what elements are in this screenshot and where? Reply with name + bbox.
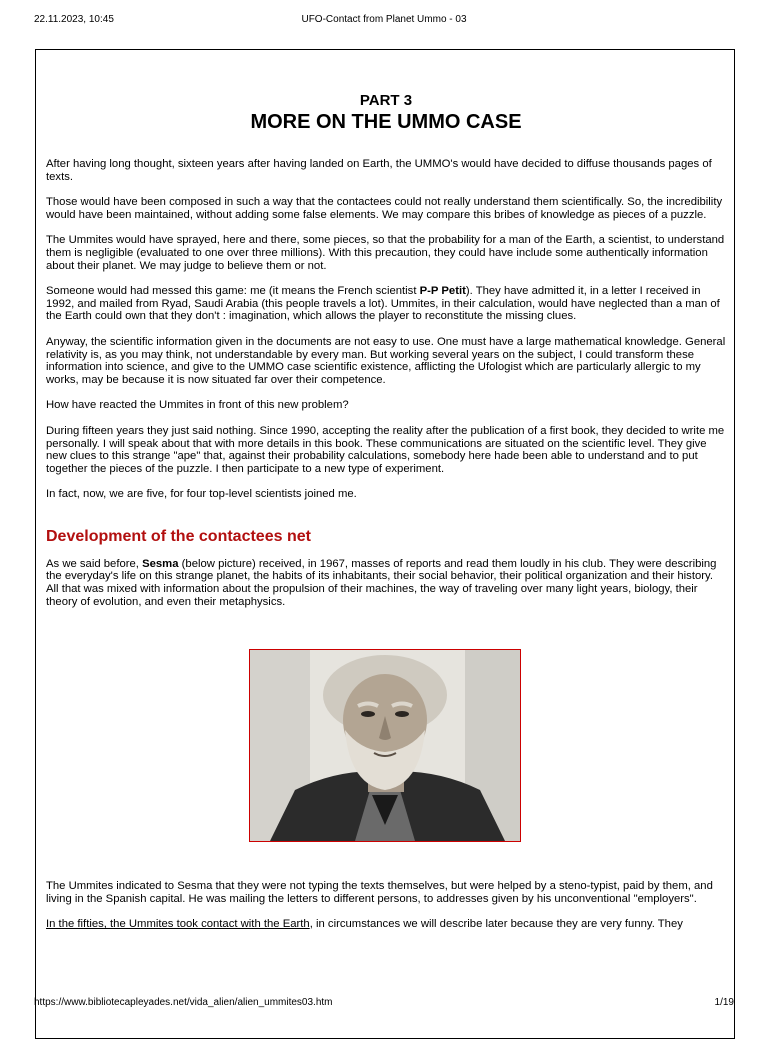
paragraph-2: Those would have been composed in such a way that the contactees could not really understand them scientifically. So, the incredibility would have been maintained, without adding some false elements. We may compare this bribes of knowledge as pieces of a puzzle. [46,196,723,221]
paragraph-6: How have reacted the Ummites in front of this new problem? [46,399,349,412]
article-frame [35,49,735,1039]
paragraph-8: In fact, now, we are five, for four top-level scientists joined me. [46,488,357,501]
article-content [46,92,726,944]
print-url: https://www.bibliotecapleyades.net/vida_alien/alien_ummites03.htm [34,997,333,1008]
section-heading: Development of the contactees net [46,527,311,545]
paragraph-11 [46,918,726,931]
paragraph-7: During fifteen years they just said nothing. Since 1990, accepting the reality after the publication of a first book, they decided to write me personally. I will speak about that with more details in this book. These communications are situated on the scientific level. They give new clues to this strange "ape" that, against their probability calculations, somebody here hade been able to understand and to put together the pieces of the puzzle. I then participate to a new type of experiment. [46,424,725,475]
paragraph-4-text-b: ). They have admitted it, in a letter I received in 1992, and mailed from Ryad, Saudi Arabia (this people travels a lot). Ummites, in their calculation, would have neglected than a man of the Earth could own that they don't : imagination, which allows the player to reconstitute the missing clues. [46,285,720,323]
contact-link[interactable]: In the fifties, the Ummites took contact with the Earth [46,918,310,931]
print-page-title: UFO-Contact from Planet Ummo - 03 [301,14,467,25]
part-label: PART 3 [359,92,413,109]
article-title: MORE ON THE UMMO CASE [250,111,522,133]
paragraph-10: The Ummites indicated to Sesma that they were not typing the texts themselves, but were helped by a steno-typist, paid by them, and living in the Spanish capital. He was mailing the letters to different persons, to addresses given by his unconventional "employers". [46,880,713,905]
paragraph-4-text-a: Someone would had messed this game: me (it means the French scientist [46,285,420,298]
sesma-photo [249,649,521,842]
print-page-number: 1/19 [714,997,734,1008]
paragraph-1: After having long thought, sixteen years after having landed on Earth, the UMMO's would have decided to diffuse thousands pages of texts. [46,158,712,183]
sesma-name: Sesma [142,557,179,570]
paragraph-9-text-a: As we said before, [46,557,143,570]
paragraph-4 [46,285,726,323]
petit-name: P-P Petit [419,285,466,298]
paragraph-11-text: , in circumstances we will describe later because they are very funny. They [309,918,683,931]
paragraph-9-text-b: (below picture) received, in 1967, masses of reports and read them loudly in his club. They were describing the everyday's life on this strange planet, the habits of its inhabitants, their social behavior, their political organization and their history. All that was mixed with information about the propulsion of their machines, the way of traveling over many light years, biology, their theory of evolution, and even their metaphysics. [46,557,717,608]
paragraph-9 [46,558,726,608]
paragraph-3: The Ummites would have sprayed, here and there, some pieces, so that the probability for a man of the Earth, a scientist, to understand them is negligible (evaluated to one over three millions). With this precaution, they could have include some authentically information about their planet. We may judge to believe them or not. [46,234,725,272]
paragraph-5: Anyway, the scientific information given in the documents are not easy to use. One must have a large mathematical knowledge. General relativity is, as you may think, not understandable by every man. But working several years on the subject, I could transform these information into science, and give to the UMMO case scientific existence, afflicting the Ufologist which are particularly allergic to my works, may be because it is now situated far over their competence. [46,335,726,386]
print-datetime: 22.11.2023, 10:45 [34,14,114,25]
